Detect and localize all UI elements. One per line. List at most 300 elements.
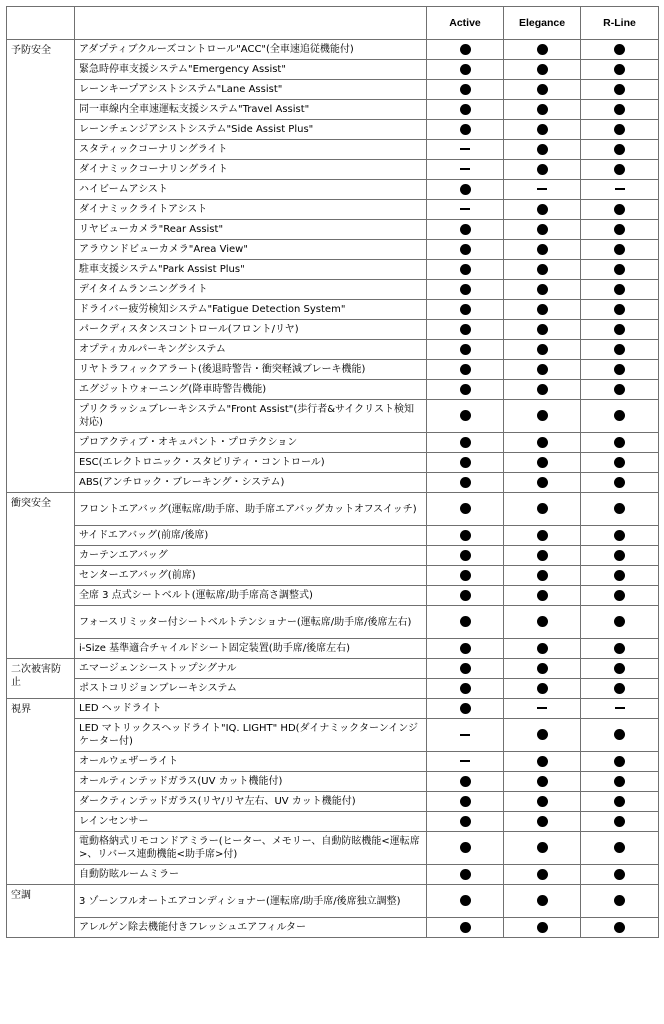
standard-dot-icon	[614, 816, 625, 827]
table-row	[7, 120, 659, 140]
mark-cell-elegance	[504, 918, 581, 938]
mark-cell-active	[427, 526, 504, 546]
mark-cell-r-line	[581, 120, 659, 140]
feature-cell: 全席 3 点式シートベルト(運転席/助手席高さ調整式)	[75, 586, 427, 606]
mark-cell-r-line	[581, 280, 659, 300]
mark-cell-r-line	[581, 606, 659, 639]
mark-cell-elegance	[504, 200, 581, 220]
mark-cell-active	[427, 606, 504, 639]
standard-dot-icon	[460, 304, 471, 315]
standard-dot-icon	[614, 842, 625, 853]
feature-cell: ダイナミックライトアシスト	[75, 200, 427, 220]
feature-cell: アレルゲン除去機能付きフレッシュエアフィルター	[75, 918, 427, 938]
standard-dot-icon	[614, 550, 625, 561]
standard-dot-icon	[537, 756, 548, 767]
standard-dot-icon	[614, 643, 625, 654]
mark-cell-r-line	[581, 300, 659, 320]
not-available-dash-icon	[460, 208, 470, 210]
standard-dot-icon	[460, 44, 471, 55]
feature-cell: センターエアバッグ(前席)	[75, 566, 427, 586]
feature-cell: レーンチェンジアシストシステム"Side Assist Plus"	[75, 120, 427, 140]
not-available-dash-icon	[460, 760, 470, 762]
feature-cell: 同一車線内全車速運転支援システム"Travel Assist"	[75, 100, 427, 120]
standard-dot-icon	[614, 590, 625, 601]
mark-cell-active	[427, 400, 504, 433]
standard-dot-icon	[614, 756, 625, 767]
standard-dot-icon	[460, 503, 471, 514]
not-available-dash-icon	[615, 188, 625, 190]
mark-cell-elegance	[504, 400, 581, 433]
mark-cell-active	[427, 360, 504, 380]
standard-dot-icon	[537, 224, 548, 235]
standard-dot-icon	[537, 204, 548, 215]
mark-cell-r-line	[581, 380, 659, 400]
standard-dot-icon	[614, 530, 625, 541]
feature-cell: i-Size 基準適合チャイルドシート固定装置(助手席/後席左右)	[75, 639, 427, 659]
feature-cell: アラウンドビューカメラ"Area View"	[75, 240, 427, 260]
mark-cell-elegance	[504, 100, 581, 120]
mark-cell-active	[427, 433, 504, 453]
mark-cell-r-line	[581, 80, 659, 100]
mark-cell-active	[427, 493, 504, 526]
table-row	[7, 473, 659, 493]
mark-cell-active	[427, 546, 504, 566]
standard-dot-icon	[537, 530, 548, 541]
standard-dot-icon	[537, 84, 548, 95]
mark-cell-active	[427, 240, 504, 260]
standard-dot-icon	[537, 570, 548, 581]
standard-dot-icon	[537, 244, 548, 255]
feature-cell: ポストコリジョンブレーキシステム	[75, 679, 427, 699]
mark-cell-elegance	[504, 832, 581, 865]
feature-cell: スタティックコーナリングライト	[75, 140, 427, 160]
standard-dot-icon	[537, 590, 548, 601]
standard-dot-icon	[614, 570, 625, 581]
mark-cell-active	[427, 80, 504, 100]
standard-dot-icon	[614, 264, 625, 275]
not-available-dash-icon	[615, 707, 625, 709]
mark-cell-r-line	[581, 180, 659, 200]
feature-cell: LED ヘッドライト	[75, 699, 427, 719]
standard-dot-icon	[537, 776, 548, 787]
standard-dot-icon	[614, 384, 625, 395]
mark-cell-active	[427, 586, 504, 606]
table-row	[7, 60, 659, 80]
mark-cell-r-line	[581, 639, 659, 659]
table-row	[7, 220, 659, 240]
table-row	[7, 320, 659, 340]
feature-cell: フォースリミッター付シートベルトテンショナー(運転席/助手席/後席左右)	[75, 606, 427, 639]
standard-dot-icon	[537, 324, 548, 335]
standard-dot-icon	[460, 184, 471, 195]
mark-cell-elegance	[504, 885, 581, 918]
standard-dot-icon	[614, 616, 625, 627]
standard-dot-icon	[460, 570, 471, 581]
mark-cell-active	[427, 380, 504, 400]
standard-dot-icon	[537, 164, 548, 175]
standard-dot-icon	[537, 264, 548, 275]
feature-cell: ダイナミックコーナリングライト	[75, 160, 427, 180]
category-cell: 二次被害防止	[7, 659, 75, 699]
table-row	[7, 526, 659, 546]
table-row	[7, 832, 659, 865]
standard-dot-icon	[537, 364, 548, 375]
mark-cell-elegance	[504, 220, 581, 240]
standard-dot-icon	[537, 410, 548, 421]
standard-dot-icon	[460, 683, 471, 694]
header-r-line: R-Line	[581, 7, 659, 40]
feature-cell: 3 ゾーンフルオートエアコンディショナー(運転席/助手席/後席独立調整)	[75, 885, 427, 918]
standard-dot-icon	[460, 530, 471, 541]
mark-cell-elegance	[504, 566, 581, 586]
standard-dot-icon	[614, 44, 625, 55]
table-row	[7, 180, 659, 200]
mark-cell-active	[427, 719, 504, 752]
table-row	[7, 400, 659, 433]
feature-cell: デイタイムランニングライト	[75, 280, 427, 300]
table-row	[7, 300, 659, 320]
mark-cell-r-line	[581, 400, 659, 433]
mark-cell-active	[427, 320, 504, 340]
mark-cell-r-line	[581, 699, 659, 719]
mark-cell-r-line	[581, 100, 659, 120]
mark-cell-r-line	[581, 60, 659, 80]
standard-dot-icon	[537, 384, 548, 395]
standard-dot-icon	[614, 144, 625, 155]
standard-dot-icon	[537, 816, 548, 827]
feature-cell: LED マトリックスヘッドライト"IQ. LIGHT" HD(ダイナミックターンインジケーター付)	[75, 719, 427, 752]
standard-dot-icon	[537, 144, 548, 155]
feature-cell: プロアクティブ・オキュパント・プロテクション	[75, 433, 427, 453]
table-row	[7, 260, 659, 280]
mark-cell-elegance	[504, 493, 581, 526]
standard-dot-icon	[614, 104, 625, 115]
mark-cell-r-line	[581, 812, 659, 832]
standard-dot-icon	[460, 224, 471, 235]
mark-cell-r-line	[581, 260, 659, 280]
feature-cell: 緊急時停車支援システム"Emergency Assist"	[75, 60, 427, 80]
mark-cell-elegance	[504, 752, 581, 772]
mark-cell-active	[427, 100, 504, 120]
standard-dot-icon	[460, 344, 471, 355]
standard-dot-icon	[614, 224, 625, 235]
mark-cell-r-line	[581, 320, 659, 340]
mark-cell-elegance	[504, 280, 581, 300]
feature-cell: リヤビューカメラ"Rear Assist"	[75, 220, 427, 240]
standard-dot-icon	[537, 124, 548, 135]
standard-dot-icon	[614, 204, 625, 215]
not-available-dash-icon	[537, 188, 547, 190]
standard-dot-icon	[537, 796, 548, 807]
table-row	[7, 679, 659, 699]
table-row	[7, 812, 659, 832]
mark-cell-elegance	[504, 719, 581, 752]
standard-dot-icon	[614, 364, 625, 375]
not-available-dash-icon	[537, 707, 547, 709]
standard-dot-icon	[614, 922, 625, 933]
feature-cell: ドライバー疲労検知システム"Fatigue Detection System"	[75, 300, 427, 320]
mark-cell-r-line	[581, 433, 659, 453]
standard-dot-icon	[614, 457, 625, 468]
standard-dot-icon	[537, 550, 548, 561]
category-cell: 衝突安全	[7, 493, 75, 659]
standard-dot-icon	[460, 410, 471, 421]
standard-dot-icon	[460, 590, 471, 601]
table-row	[7, 360, 659, 380]
mark-cell-r-line	[581, 586, 659, 606]
standard-dot-icon	[537, 64, 548, 75]
mark-cell-r-line	[581, 885, 659, 918]
mark-cell-elegance	[504, 240, 581, 260]
category-cell: 視界	[7, 699, 75, 885]
standard-dot-icon	[460, 457, 471, 468]
table-row	[7, 280, 659, 300]
standard-dot-icon	[460, 124, 471, 135]
mark-cell-r-line	[581, 40, 659, 60]
standard-dot-icon	[537, 284, 548, 295]
mark-cell-active	[427, 772, 504, 792]
mark-cell-active	[427, 160, 504, 180]
mark-cell-r-line	[581, 526, 659, 546]
standard-dot-icon	[460, 84, 471, 95]
standard-dot-icon	[614, 164, 625, 175]
mark-cell-r-line	[581, 792, 659, 812]
standard-dot-icon	[537, 895, 548, 906]
mark-cell-active	[427, 639, 504, 659]
feature-cell: ダークティンテッドガラス(リヤ/リヤ左右、UV カット機能付)	[75, 792, 427, 812]
mark-cell-elegance	[504, 453, 581, 473]
mark-cell-r-line	[581, 240, 659, 260]
feature-cell: ESC(エレクトロニック・スタビリティ・コントロール)	[75, 453, 427, 473]
mark-cell-r-line	[581, 493, 659, 526]
feature-cell: 電動格納式リモコンドアミラー(ヒーター、メモリー、自動防眩機能<運転席>、リバース連動機能<助手席>付)	[75, 832, 427, 865]
mark-cell-elegance	[504, 659, 581, 679]
mark-cell-elegance	[504, 812, 581, 832]
mark-cell-r-line	[581, 566, 659, 586]
standard-dot-icon	[537, 304, 548, 315]
mark-cell-elegance	[504, 865, 581, 885]
table-row	[7, 719, 659, 752]
mark-cell-active	[427, 140, 504, 160]
mark-cell-active	[427, 885, 504, 918]
table-row	[7, 699, 659, 719]
standard-dot-icon	[460, 284, 471, 295]
table-row	[7, 566, 659, 586]
standard-dot-icon	[460, 64, 471, 75]
table-row	[7, 772, 659, 792]
feature-cell: カーテンエアバッグ	[75, 546, 427, 566]
mark-cell-r-line	[581, 865, 659, 885]
mark-cell-elegance	[504, 300, 581, 320]
mark-cell-elegance	[504, 180, 581, 200]
mark-cell-active	[427, 120, 504, 140]
mark-cell-r-line	[581, 918, 659, 938]
mark-cell-r-line	[581, 679, 659, 699]
table-row	[7, 200, 659, 220]
standard-dot-icon	[614, 683, 625, 694]
standard-dot-icon	[537, 437, 548, 448]
standard-dot-icon	[614, 503, 625, 514]
standard-dot-icon	[460, 550, 471, 561]
feature-cell: オールウェザーライト	[75, 752, 427, 772]
standard-dot-icon	[460, 703, 471, 714]
standard-dot-icon	[460, 616, 471, 627]
feature-cell: フロントエアバッグ(運転席/助手席、助手席エアバッグカットオフスイッチ)	[75, 493, 427, 526]
mark-cell-active	[427, 679, 504, 699]
mark-cell-active	[427, 699, 504, 719]
table-row	[7, 865, 659, 885]
not-available-dash-icon	[460, 734, 470, 736]
mark-cell-active	[427, 340, 504, 360]
table-row	[7, 453, 659, 473]
table-row	[7, 100, 659, 120]
standard-dot-icon	[614, 895, 625, 906]
mark-cell-active	[427, 865, 504, 885]
standard-dot-icon	[614, 776, 625, 787]
table-row	[7, 240, 659, 260]
standard-dot-icon	[614, 284, 625, 295]
standard-dot-icon	[614, 437, 625, 448]
mark-cell-active	[427, 60, 504, 80]
mark-cell-elegance	[504, 320, 581, 340]
feature-cell: ABS(アンチロック・ブレーキング・システム)	[75, 473, 427, 493]
equipment-table	[6, 6, 659, 938]
standard-dot-icon	[460, 842, 471, 853]
table-row	[7, 752, 659, 772]
standard-dot-icon	[614, 124, 625, 135]
standard-dot-icon	[460, 104, 471, 115]
header-row	[7, 7, 659, 40]
table-row	[7, 433, 659, 453]
standard-dot-icon	[460, 384, 471, 395]
standard-dot-icon	[460, 895, 471, 906]
mark-cell-active	[427, 659, 504, 679]
standard-dot-icon	[614, 344, 625, 355]
standard-dot-icon	[614, 729, 625, 740]
mark-cell-elegance	[504, 433, 581, 453]
mark-cell-elegance	[504, 586, 581, 606]
standard-dot-icon	[537, 643, 548, 654]
mark-cell-r-line	[581, 473, 659, 493]
standard-dot-icon	[460, 324, 471, 335]
mark-cell-elegance	[504, 679, 581, 699]
mark-cell-elegance	[504, 360, 581, 380]
mark-cell-r-line	[581, 160, 659, 180]
table-row	[7, 586, 659, 606]
mark-cell-active	[427, 453, 504, 473]
standard-dot-icon	[537, 503, 548, 514]
mark-cell-r-line	[581, 140, 659, 160]
mark-cell-r-line	[581, 772, 659, 792]
standard-dot-icon	[614, 869, 625, 880]
feature-cell: パークディスタンスコントロール(フロント/リヤ)	[75, 320, 427, 340]
mark-cell-active	[427, 40, 504, 60]
mark-cell-elegance	[504, 140, 581, 160]
table-row	[7, 493, 659, 526]
standard-dot-icon	[460, 643, 471, 654]
table-row	[7, 639, 659, 659]
feature-cell: エマージェンシーストップシグナル	[75, 659, 427, 679]
standard-dot-icon	[460, 796, 471, 807]
mark-cell-elegance	[504, 260, 581, 280]
header-active: Active	[427, 7, 504, 40]
mark-cell-r-line	[581, 340, 659, 360]
standard-dot-icon	[614, 663, 625, 674]
mark-cell-elegance	[504, 160, 581, 180]
standard-dot-icon	[460, 869, 471, 880]
feature-cell: 自動防眩ルームミラー	[75, 865, 427, 885]
mark-cell-r-line	[581, 200, 659, 220]
feature-cell: エグジットウォーニング(降車時警告機能)	[75, 380, 427, 400]
mark-cell-elegance	[504, 546, 581, 566]
mark-cell-r-line	[581, 360, 659, 380]
mark-cell-active	[427, 812, 504, 832]
feature-cell: サイドエアバッグ(前席/後席)	[75, 526, 427, 546]
mark-cell-active	[427, 473, 504, 493]
mark-cell-active	[427, 220, 504, 240]
mark-cell-elegance	[504, 772, 581, 792]
mark-cell-r-line	[581, 719, 659, 752]
table-row	[7, 885, 659, 918]
mark-cell-active	[427, 280, 504, 300]
mark-cell-active	[427, 200, 504, 220]
mark-cell-active	[427, 180, 504, 200]
feature-cell: オールティンテッドガラス(UV カット機能付)	[75, 772, 427, 792]
standard-dot-icon	[614, 410, 625, 421]
standard-dot-icon	[537, 104, 548, 115]
mark-cell-active	[427, 260, 504, 280]
standard-dot-icon	[460, 244, 471, 255]
header-category	[7, 7, 75, 40]
standard-dot-icon	[614, 796, 625, 807]
mark-cell-elegance	[504, 120, 581, 140]
standard-dot-icon	[460, 477, 471, 488]
category-cell: 予防安全	[7, 40, 75, 493]
mark-cell-r-line	[581, 659, 659, 679]
table-row	[7, 340, 659, 360]
mark-cell-elegance	[504, 80, 581, 100]
standard-dot-icon	[537, 869, 548, 880]
table-row	[7, 918, 659, 938]
mark-cell-elegance	[504, 40, 581, 60]
mark-cell-elegance	[504, 526, 581, 546]
standard-dot-icon	[614, 324, 625, 335]
standard-dot-icon	[537, 922, 548, 933]
mark-cell-r-line	[581, 453, 659, 473]
standard-dot-icon	[460, 663, 471, 674]
table-row	[7, 140, 659, 160]
mark-cell-elegance	[504, 606, 581, 639]
standard-dot-icon	[460, 816, 471, 827]
standard-dot-icon	[537, 477, 548, 488]
feature-cell: オプティカルパーキングシステム	[75, 340, 427, 360]
standard-dot-icon	[614, 84, 625, 95]
standard-dot-icon	[614, 477, 625, 488]
feature-cell: 駐車支援システム"Park Assist Plus"	[75, 260, 427, 280]
mark-cell-r-line	[581, 832, 659, 865]
mark-cell-active	[427, 566, 504, 586]
mark-cell-elegance	[504, 699, 581, 719]
mark-cell-active	[427, 792, 504, 812]
feature-cell: プリクラッシュブレーキシステム"Front Assist"(歩行者&サイクリスト検知対応)	[75, 400, 427, 433]
mark-cell-elegance	[504, 60, 581, 80]
mark-cell-r-line	[581, 220, 659, 240]
standard-dot-icon	[460, 364, 471, 375]
standard-dot-icon	[537, 663, 548, 674]
table-body	[7, 40, 659, 938]
table-row	[7, 546, 659, 566]
feature-cell: レーンキープアシストシステム"Lane Assist"	[75, 80, 427, 100]
